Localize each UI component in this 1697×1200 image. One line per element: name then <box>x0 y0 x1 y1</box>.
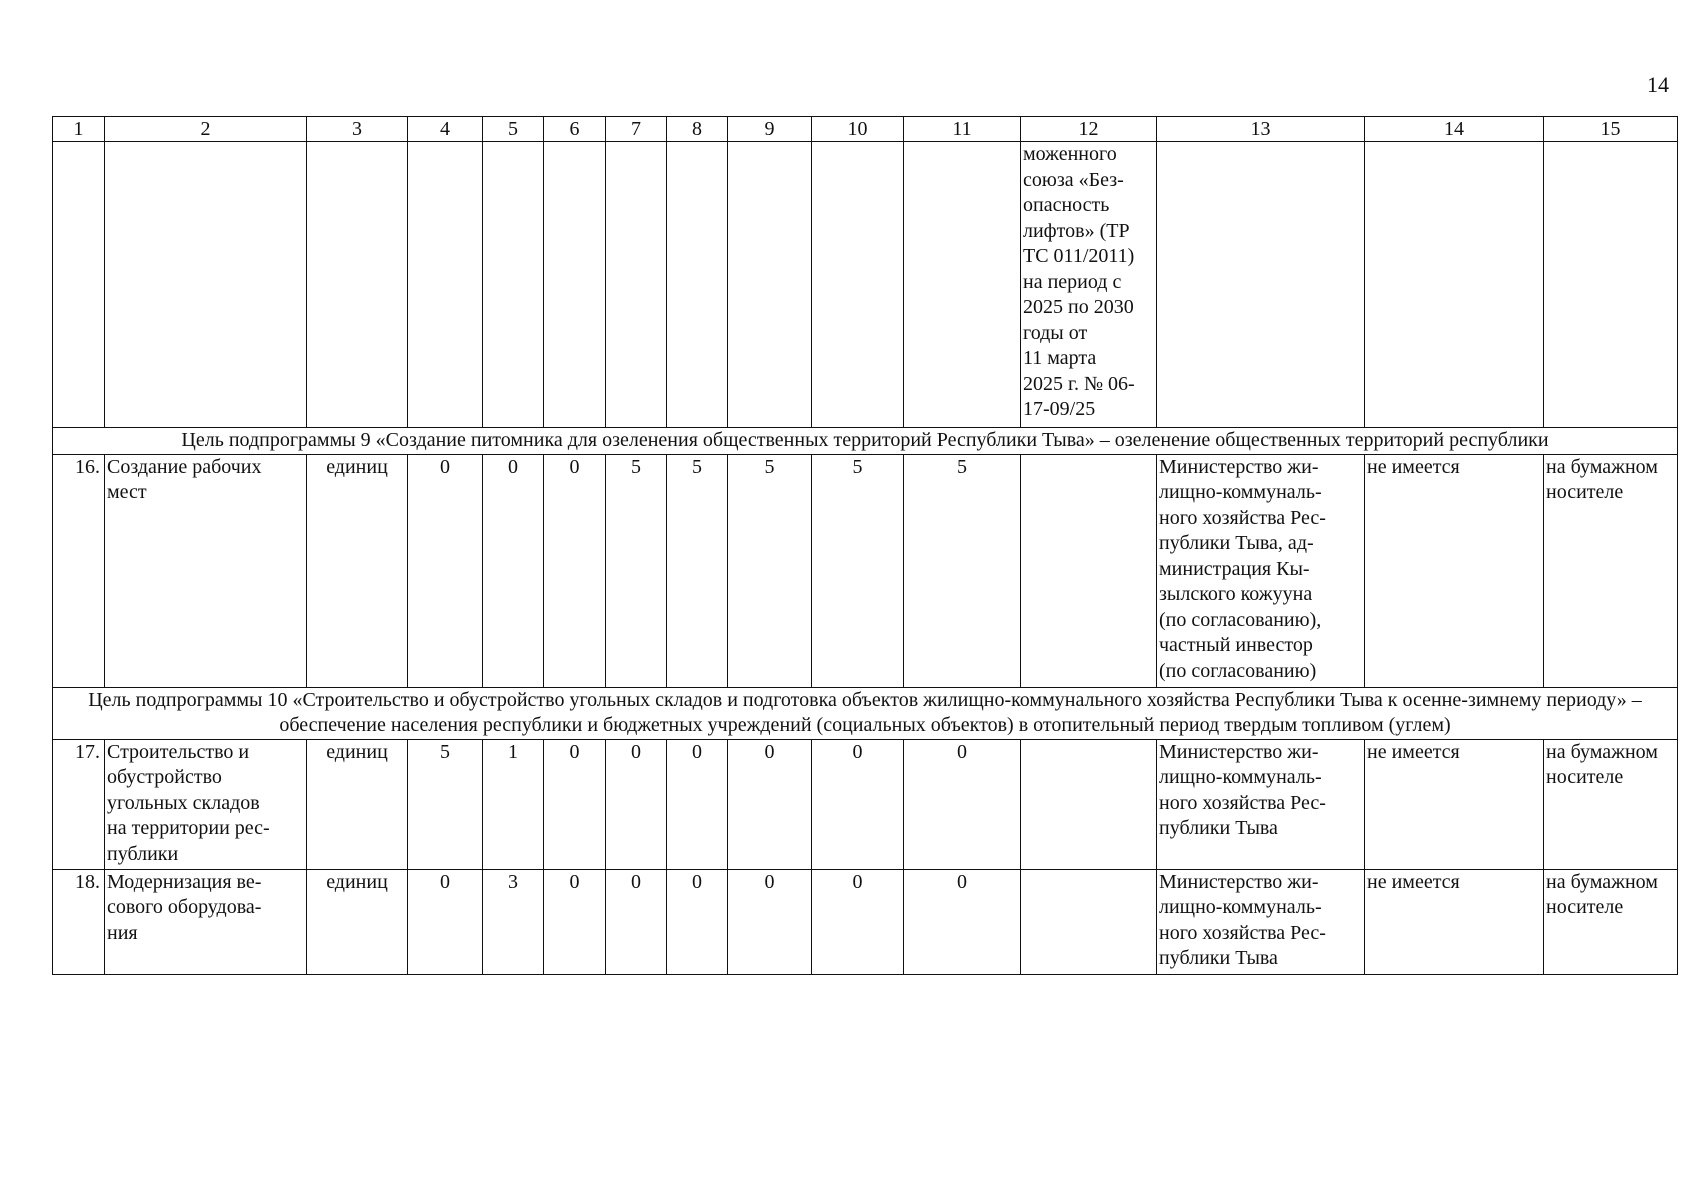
goal-row-10 <box>53 687 1678 739</box>
value-col9: 0 <box>728 869 812 974</box>
column-header-13: 13 <box>1157 117 1365 142</box>
col15-cell: на бумажном носителе <box>1544 869 1678 974</box>
col15-cell: на бумажном носителе <box>1544 454 1678 687</box>
value-col11: 0 <box>904 869 1021 974</box>
value-col10: 5 <box>812 454 904 687</box>
row-number: 17. <box>53 739 105 869</box>
value-col4: 5 <box>408 739 483 869</box>
column-header-5: 5 <box>483 117 544 142</box>
goal-10-text: Цель подпрограммы 10 «Строительство и обустройство угольных складов и подготовка объектов жилищно-коммунального хозяйства Республики Тыва к осенне-зимнему периоду» – обеспечение населения республики и бюджетных учреждений (социальных объектов) в отопительный период твердым топливом (углем) <box>53 687 1678 739</box>
column-header-3: 3 <box>307 117 408 142</box>
value-col7: 0 <box>606 869 667 974</box>
column-header-14: 14 <box>1365 117 1544 142</box>
responsible: Министерство жи- лищно-коммуналь- ного хозяйства Рес- публики Тыва <box>1157 739 1365 869</box>
value-col8: 0 <box>667 869 728 974</box>
table-row <box>53 869 1678 974</box>
column-header-4: 4 <box>408 117 483 142</box>
value-col8: 0 <box>667 739 728 869</box>
value-col5: 3 <box>483 869 544 974</box>
column-header-8: 8 <box>667 117 728 142</box>
value-col9: 0 <box>728 739 812 869</box>
unit: единиц <box>307 739 408 869</box>
indicator-name: Модернизация ве- сового оборудова- ния <box>105 869 307 974</box>
page-number: 14 <box>1647 72 1669 97</box>
col14-cell: не имеется <box>1365 869 1544 974</box>
value-col6: 0 <box>544 869 606 974</box>
value-col8: 5 <box>667 454 728 687</box>
col15-cell: на бумажном носителе <box>1544 739 1678 869</box>
value-col6: 0 <box>544 454 606 687</box>
table-row <box>53 454 1678 687</box>
col14-cell: не имеется <box>1365 739 1544 869</box>
value-col5: 0 <box>483 454 544 687</box>
goal-9-text: Цель подпрограммы 9 «Создание питомника для озеленения общественных территорий Республики Тыва» – озеленение общественных территорий республики <box>53 428 1678 455</box>
column-header-10: 10 <box>812 117 904 142</box>
value-col6: 0 <box>544 739 606 869</box>
responsible: Министерство жи- лищно-коммуналь- ного хозяйства Рес- публики Тыва, ад- министрация Кы- зылского кожууна (по согласованию), частный инвестор (по согласованию) <box>1157 454 1365 687</box>
column-header-11: 11 <box>904 117 1021 142</box>
column-header-15: 15 <box>1544 117 1678 142</box>
value-col10: 0 <box>812 869 904 974</box>
continuation-col12: моженного союза «Без- опасность лифтов» (ТР ТС 011/2011) на период с 2025 по 2030 годы от 11 марта 2025 г. № 06- 17-09/25 <box>1021 142 1157 428</box>
col14-cell: не имеется <box>1365 454 1544 687</box>
row-number: 16. <box>53 454 105 687</box>
column-header-12: 12 <box>1021 117 1157 142</box>
responsible: Министерство жи- лищно-коммуналь- ного хозяйства Рес- публики Тыва <box>1157 869 1365 974</box>
continuation-row <box>53 142 1678 428</box>
column-number-row <box>53 117 1678 142</box>
value-col11: 5 <box>904 454 1021 687</box>
col12-cell <box>1021 454 1157 687</box>
goal-row-9 <box>53 428 1678 455</box>
column-header-9: 9 <box>728 117 812 142</box>
column-header-6: 6 <box>544 117 606 142</box>
column-header-2: 2 <box>105 117 307 142</box>
value-col7: 5 <box>606 454 667 687</box>
row-number: 18. <box>53 869 105 974</box>
unit: единиц <box>307 454 408 687</box>
value-col11: 0 <box>904 739 1021 869</box>
value-col4: 0 <box>408 454 483 687</box>
column-header-7: 7 <box>606 117 667 142</box>
value-col7: 0 <box>606 739 667 869</box>
col12-cell <box>1021 869 1157 974</box>
column-header-1: 1 <box>53 117 105 142</box>
col12-cell <box>1021 739 1157 869</box>
indicators-table <box>52 116 1678 975</box>
value-col9: 5 <box>728 454 812 687</box>
value-col10: 0 <box>812 739 904 869</box>
table-row <box>53 739 1678 869</box>
value-col5: 1 <box>483 739 544 869</box>
indicator-name: Строительство и обустройство угольных складов на территории рес- публики <box>105 739 307 869</box>
value-col4: 0 <box>408 869 483 974</box>
indicator-name: Создание рабочих мест <box>105 454 307 687</box>
unit: единиц <box>307 869 408 974</box>
